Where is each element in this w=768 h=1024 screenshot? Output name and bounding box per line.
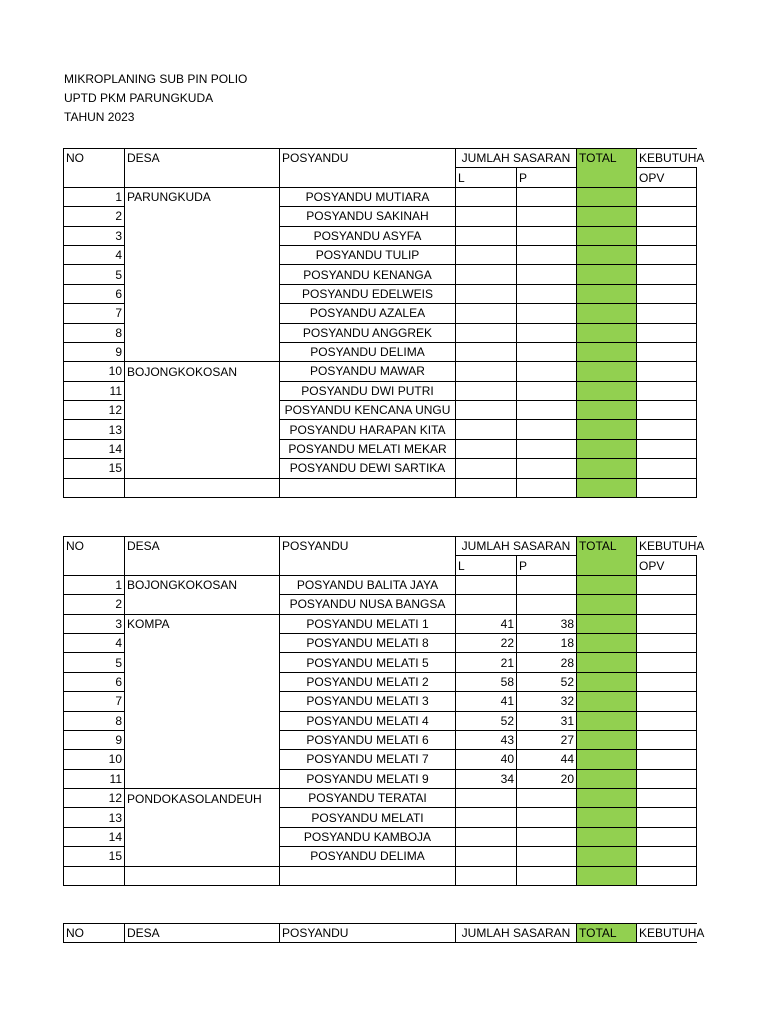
row-kebutuhan [637, 633, 697, 652]
row-total [577, 711, 637, 730]
row-posyandu: POSYANDU MELATI 1 [280, 614, 456, 633]
row-total [577, 827, 637, 846]
row-desa [125, 381, 280, 400]
table-row [64, 245, 697, 264]
row-sasaran-l [456, 847, 517, 866]
row-kebutuhan [637, 478, 697, 497]
row-posyandu [280, 866, 456, 885]
row-sasaran-l: 52 [456, 711, 517, 730]
row-kebutuhan [637, 789, 697, 808]
row-kebutuhan [637, 439, 697, 458]
row-desa [125, 478, 280, 497]
row-kebutuhan [637, 769, 697, 788]
row-desa [125, 304, 280, 323]
table-row [64, 323, 697, 342]
row-no: 6 [64, 284, 125, 303]
row-kebutuhan [637, 245, 697, 264]
row-sasaran-p [517, 478, 577, 497]
table-row [64, 808, 697, 827]
row-sasaran-l [456, 226, 517, 245]
row-total [577, 304, 637, 323]
col-posyandu-header: POSYANDU [280, 537, 456, 576]
row-desa [125, 827, 280, 846]
row-kebutuhan [637, 284, 697, 303]
row-total [577, 847, 637, 866]
row-desa [125, 265, 280, 284]
row-posyandu: POSYANDU TERATAI [280, 789, 456, 808]
col-opv-header: OPV [637, 168, 697, 187]
row-kebutuhan [637, 866, 697, 885]
table-row [64, 789, 697, 808]
row-kebutuhan [637, 808, 697, 827]
row-sasaran-p [517, 439, 577, 458]
row-kebutuhan [637, 730, 697, 749]
table-row [64, 401, 697, 420]
row-sasaran-p [517, 401, 577, 420]
row-posyandu: POSYANDU MELATI 8 [280, 633, 456, 652]
row-no: 4 [64, 633, 125, 652]
table-row [64, 459, 697, 478]
row-no: 10 [64, 750, 125, 769]
row-total [577, 420, 637, 439]
row-posyandu: POSYANDU MELATI [280, 808, 456, 827]
row-total [577, 362, 637, 381]
row-total [577, 226, 637, 245]
row-sasaran-p: 20 [517, 769, 577, 788]
table-row [64, 362, 697, 381]
row-desa [125, 439, 280, 458]
row-kebutuhan [637, 847, 697, 866]
row-posyandu: POSYANDU EDELWEIS [280, 284, 456, 303]
col-posyandu-header: POSYANDU [280, 149, 456, 188]
row-kebutuhan [637, 595, 697, 614]
row-kebutuhan [637, 381, 697, 400]
table-row [64, 439, 697, 458]
row-sasaran-l: 22 [456, 633, 517, 652]
row-posyandu: POSYANDU MELATI 2 [280, 672, 456, 691]
row-no: 3 [64, 614, 125, 633]
col-p-header: P [517, 556, 577, 575]
row-sasaran-p: 38 [517, 614, 577, 633]
row-kebutuhan [637, 362, 697, 381]
row-total [577, 866, 637, 885]
col-p-header: P [517, 168, 577, 187]
row-sasaran-l [456, 381, 517, 400]
row-sasaran-p: 27 [517, 730, 577, 749]
row-kebutuhan [637, 575, 697, 594]
col-posyandu-header: POSYANDU [280, 924, 456, 943]
col-no-header: NO [64, 924, 125, 943]
row-posyandu: POSYANDU ASYFA [280, 226, 456, 245]
row-total [577, 381, 637, 400]
row-no: 13 [64, 808, 125, 827]
row-no: 12 [64, 401, 125, 420]
row-sasaran-p [517, 187, 577, 206]
row-posyandu: POSYANDU KAMBOJA [280, 827, 456, 846]
row-sasaran-p [517, 342, 577, 361]
row-total [577, 633, 637, 652]
row-sasaran-p [517, 362, 577, 381]
row-desa [125, 207, 280, 226]
row-total [577, 769, 637, 788]
row-posyandu: POSYANDU KENCANA UNGU [280, 401, 456, 420]
table-row [64, 595, 697, 614]
row-sasaran-p: 52 [517, 672, 577, 691]
col-l-header: L [456, 556, 517, 575]
table-3 [63, 923, 705, 943]
row-sasaran-p [517, 381, 577, 400]
row-posyandu: POSYANDU DELIMA [280, 847, 456, 866]
row-sasaran-p [517, 575, 577, 594]
row-kebutuhan [637, 187, 697, 206]
row-total [577, 207, 637, 226]
row-sasaran-l [456, 245, 517, 264]
row-desa: KOMPA [125, 614, 280, 633]
row-kebutuhan [637, 420, 697, 439]
row-sasaran-p [517, 323, 577, 342]
row-kebutuhan [637, 265, 697, 284]
col-no-header: NO [64, 149, 125, 188]
row-sasaran-p [517, 847, 577, 866]
header-year: TAHUN 2023 [64, 110, 135, 124]
row-total [577, 401, 637, 420]
row-total [577, 342, 637, 361]
row-posyandu: POSYANDU MELATI 9 [280, 769, 456, 788]
row-sasaran-l [456, 284, 517, 303]
row-no: 7 [64, 692, 125, 711]
row-sasaran-p [517, 284, 577, 303]
row-total [577, 692, 637, 711]
row-total [577, 284, 637, 303]
header-row [64, 537, 697, 556]
row-posyandu: POSYANDU MELATI 4 [280, 711, 456, 730]
row-desa [125, 769, 280, 788]
row-sasaran-l [456, 478, 517, 497]
col-no-header: NO [64, 537, 125, 576]
row-posyandu: POSYANDU SAKINAH [280, 207, 456, 226]
row-sasaran-l: 58 [456, 672, 517, 691]
row-no: 1 [64, 575, 125, 594]
row-desa [125, 847, 280, 866]
col-total-header: TOTAL [577, 537, 637, 576]
row-posyandu: POSYANDU BALITA JAYA [280, 575, 456, 594]
row-desa [125, 401, 280, 420]
col-jumlah-header: JUMLAH SASARAN [456, 149, 577, 168]
row-no: 4 [64, 245, 125, 264]
table-1 [63, 148, 705, 498]
header-title: MIKROPLANING SUB PIN POLIO [64, 72, 248, 86]
row-no: 1 [64, 187, 125, 206]
table-row [64, 672, 697, 691]
table-row [64, 265, 697, 284]
row-posyandu: POSYANDU MELATI 3 [280, 692, 456, 711]
row-desa [125, 245, 280, 264]
row-no: 3 [64, 226, 125, 245]
row-total [577, 478, 637, 497]
row-posyandu: POSYANDU MAWAR [280, 362, 456, 381]
row-posyandu: POSYANDU MUTIARA [280, 187, 456, 206]
row-sasaran-l [456, 304, 517, 323]
row-sasaran-l [456, 595, 517, 614]
row-desa [125, 226, 280, 245]
table-row [64, 478, 697, 497]
row-no [64, 866, 125, 885]
row-no: 2 [64, 595, 125, 614]
row-posyandu: POSYANDU AZALEA [280, 304, 456, 323]
row-sasaran-p [517, 808, 577, 827]
row-total [577, 265, 637, 284]
row-total [577, 187, 637, 206]
row-sasaran-l: 43 [456, 730, 517, 749]
row-sasaran-p: 28 [517, 653, 577, 672]
row-sasaran-l: 41 [456, 614, 517, 633]
row-sasaran-l [456, 866, 517, 885]
row-sasaran-l: 41 [456, 692, 517, 711]
col-kebutuhan-header: KEBUTUHA [637, 924, 697, 943]
row-sasaran-l [456, 342, 517, 361]
row-sasaran-p: 32 [517, 692, 577, 711]
row-sasaran-l: 34 [456, 769, 517, 788]
row-posyandu: POSYANDU KENANGA [280, 265, 456, 284]
row-desa: PARUNGKUDA [125, 187, 280, 206]
row-desa [125, 323, 280, 342]
row-total [577, 595, 637, 614]
table-row [64, 866, 697, 885]
row-total [577, 789, 637, 808]
row-no: 14 [64, 439, 125, 458]
table-row [64, 381, 697, 400]
row-desa [125, 633, 280, 652]
row-posyandu: POSYANDU NUSA BANGSA [280, 595, 456, 614]
row-no: 13 [64, 420, 125, 439]
header-unit: UPTD PKM PARUNGKUDA [64, 91, 214, 105]
row-sasaran-l [456, 808, 517, 827]
row-kebutuhan [637, 401, 697, 420]
col-kebutuhan-header: KEBUTUHA [637, 537, 697, 556]
row-desa: BOJONGKOKOSAN [125, 575, 280, 594]
row-total [577, 439, 637, 458]
row-sasaran-p: 31 [517, 711, 577, 730]
header-row [64, 924, 697, 943]
row-desa [125, 653, 280, 672]
col-jumlah-header: JUMLAH SASARAN [456, 537, 577, 556]
col-desa-header: DESA [125, 924, 280, 943]
row-sasaran-l [456, 459, 517, 478]
document-header [64, 70, 247, 127]
col-total-header: TOTAL [577, 924, 637, 943]
row-kebutuhan [637, 827, 697, 846]
row-kebutuhan [637, 653, 697, 672]
row-total [577, 245, 637, 264]
row-desa [125, 692, 280, 711]
row-no: 8 [64, 711, 125, 730]
table-row [64, 847, 697, 866]
table-row [64, 187, 697, 206]
row-desa [125, 711, 280, 730]
table-row [64, 304, 697, 323]
row-desa [125, 420, 280, 439]
table-row [64, 633, 697, 652]
row-desa [125, 730, 280, 749]
row-sasaran-p [517, 866, 577, 885]
header-row [64, 149, 697, 168]
row-sasaran-l [456, 575, 517, 594]
row-no: 6 [64, 672, 125, 691]
row-no: 11 [64, 381, 125, 400]
row-sasaran-p [517, 304, 577, 323]
row-total [577, 672, 637, 691]
table-row [64, 711, 697, 730]
row-posyandu: POSYANDU DELIMA [280, 342, 456, 361]
row-sasaran-l [456, 187, 517, 206]
row-kebutuhan [637, 750, 697, 769]
row-total [577, 323, 637, 342]
row-no: 15 [64, 459, 125, 478]
row-no: 7 [64, 304, 125, 323]
row-sasaran-p [517, 265, 577, 284]
row-sasaran-l [456, 439, 517, 458]
table-row [64, 614, 697, 633]
row-kebutuhan [637, 342, 697, 361]
row-sasaran-p [517, 245, 577, 264]
row-sasaran-l [456, 827, 517, 846]
row-desa: BOJONGKOKOSAN [125, 362, 280, 381]
row-no: 10 [64, 362, 125, 381]
row-desa [125, 866, 280, 885]
row-sasaran-p: 44 [517, 750, 577, 769]
row-sasaran-l: 40 [456, 750, 517, 769]
row-no: 5 [64, 265, 125, 284]
row-sasaran-l [456, 323, 517, 342]
row-sasaran-p [517, 789, 577, 808]
row-sasaran-l [456, 207, 517, 226]
table-row [64, 575, 697, 594]
col-jumlah-header: JUMLAH SASARAN [456, 924, 577, 943]
row-desa [125, 284, 280, 303]
col-kebutuhan-header: KEBUTUHA [637, 149, 697, 168]
col-total-header: TOTAL [577, 149, 637, 188]
row-sasaran-l [456, 420, 517, 439]
col-desa-header: DESA [125, 537, 280, 576]
table-row [64, 827, 697, 846]
table-row [64, 226, 697, 245]
row-kebutuhan [637, 711, 697, 730]
row-no: 9 [64, 342, 125, 361]
row-kebutuhan [637, 672, 697, 691]
row-sasaran-p [517, 207, 577, 226]
table-row [64, 653, 697, 672]
row-total [577, 614, 637, 633]
table-row [64, 342, 697, 361]
row-posyandu [280, 478, 456, 497]
row-no: 12 [64, 789, 125, 808]
row-sasaran-p [517, 827, 577, 846]
table-row [64, 207, 697, 226]
row-total [577, 459, 637, 478]
table-row [64, 284, 697, 303]
table-row [64, 692, 697, 711]
row-desa: PONDOKASOLANDEUH [125, 789, 280, 808]
row-sasaran-l [456, 362, 517, 381]
row-no: 5 [64, 653, 125, 672]
row-kebutuhan [637, 692, 697, 711]
row-total [577, 653, 637, 672]
row-sasaran-p [517, 459, 577, 478]
row-no: 2 [64, 207, 125, 226]
col-desa-header: DESA [125, 149, 280, 188]
table-row [64, 769, 697, 788]
row-sasaran-l [456, 789, 517, 808]
row-kebutuhan [637, 459, 697, 478]
row-desa [125, 459, 280, 478]
row-kebutuhan [637, 304, 697, 323]
row-sasaran-l [456, 265, 517, 284]
row-desa [125, 595, 280, 614]
row-total [577, 750, 637, 769]
row-posyandu: POSYANDU MELATI MEKAR [280, 439, 456, 458]
row-no: 14 [64, 827, 125, 846]
row-total [577, 575, 637, 594]
row-posyandu: POSYANDU MELATI 6 [280, 730, 456, 749]
row-sasaran-p [517, 420, 577, 439]
row-no: 8 [64, 323, 125, 342]
row-sasaran-p [517, 226, 577, 245]
table-row [64, 420, 697, 439]
row-posyandu: POSYANDU TULIP [280, 245, 456, 264]
row-sasaran-l: 21 [456, 653, 517, 672]
col-l-header: L [456, 168, 517, 187]
row-no [64, 478, 125, 497]
row-desa [125, 808, 280, 827]
row-posyandu: POSYANDU ANGGREK [280, 323, 456, 342]
table-row [64, 730, 697, 749]
row-posyandu: POSYANDU DEWI SARTIKA [280, 459, 456, 478]
row-sasaran-p [517, 595, 577, 614]
row-desa [125, 672, 280, 691]
row-kebutuhan [637, 207, 697, 226]
row-total [577, 730, 637, 749]
row-no: 15 [64, 847, 125, 866]
row-posyandu: POSYANDU MELATI 5 [280, 653, 456, 672]
row-no: 11 [64, 769, 125, 788]
table-row [64, 750, 697, 769]
row-sasaran-p: 18 [517, 633, 577, 652]
row-desa [125, 750, 280, 769]
row-kebutuhan [637, 323, 697, 342]
row-total [577, 808, 637, 827]
row-sasaran-l [456, 401, 517, 420]
row-posyandu: POSYANDU MELATI 7 [280, 750, 456, 769]
row-posyandu: POSYANDU HARAPAN KITA [280, 420, 456, 439]
row-kebutuhan [637, 226, 697, 245]
row-desa [125, 342, 280, 361]
row-kebutuhan [637, 614, 697, 633]
row-posyandu: POSYANDU DWI PUTRI [280, 381, 456, 400]
table-2 [63, 536, 705, 886]
col-opv-header: OPV [637, 556, 697, 575]
row-no: 9 [64, 730, 125, 749]
